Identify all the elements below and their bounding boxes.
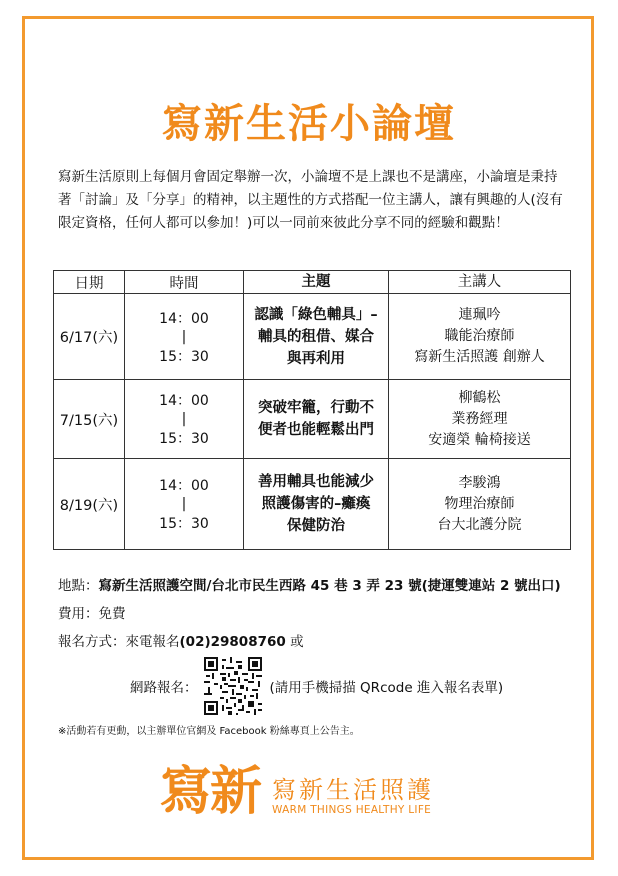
topic-line: 認識「綠色輔具」–: [254, 306, 378, 323]
row-date: 6/17(六): [54, 294, 125, 380]
location-line: [58, 574, 561, 594]
page-title: 寫新生活小論壇: [162, 101, 456, 147]
row-speaker: [389, 380, 571, 459]
row-date: 7/15(六): [54, 380, 125, 459]
signup-phone[interactable]: (02)29808760: [179, 634, 286, 650]
time-separator: |: [181, 411, 187, 427]
table-row: [54, 380, 571, 459]
fee-value: 免費: [98, 606, 126, 622]
time-start: 14：00: [159, 478, 209, 494]
topic-line: 輔具的租借、媒合: [258, 328, 374, 345]
header-date: 日期: [54, 271, 125, 294]
topic-line: 便者也能輕鬆出門: [258, 422, 374, 438]
schedule-table: [53, 270, 571, 550]
qr-code-icon[interactable]: [204, 657, 262, 715]
time-separator: |: [181, 328, 187, 345]
table-header-row: [54, 271, 571, 294]
row-topic: [244, 380, 389, 459]
row-speaker: [389, 459, 571, 550]
topic-line: 照護傷害的–癱瘓: [261, 496, 371, 512]
logo-mark: 寫新: [160, 762, 261, 822]
location-label: 地點：: [58, 578, 99, 594]
header-time: 時間: [125, 271, 244, 294]
change-notice: ※活動若有更動，以主辦單位官網及 Facebook 粉絲專頁上公告主。: [58, 726, 360, 737]
fee-label: 費用：: [58, 606, 99, 622]
online-hint: (請用手機掃描 QRcode 進入報名表單): [269, 680, 504, 696]
row-time: [125, 294, 244, 380]
topic-line: 保健防治: [287, 518, 345, 534]
intro-paragraph: 寫新生活原則上每個月會固定舉辦一次，小論壇不是上課也不是講座，小論壇是秉持著「討論」及「分享」的精神，以主題性的方式搭配一位主講人，讓有興趣的人(沒有限定資格，任何人都可以參加！)可以一同前來彼此分享不同的經驗和觀點！: [58, 169, 563, 231]
table-row: [54, 459, 571, 550]
row-time: [125, 459, 244, 550]
speaker-name: 柳鶴松: [458, 389, 501, 406]
speaker-org: 安適榮 輪椅接送: [428, 431, 531, 448]
time-start: 14：00: [159, 393, 209, 409]
row-date: 8/19(六): [54, 459, 125, 550]
location-value: 寫新生活照護空間/台北市民生西路 45 巷 3 弄 23 號(捷運雙連站 2 號出口): [98, 578, 561, 594]
logo-english-name: WARM THINGS HEALTHY LIFE: [272, 804, 432, 816]
fee-line: [58, 602, 126, 622]
speaker-title: 業務經理: [451, 410, 508, 427]
online-signup-row: [130, 656, 503, 716]
topic-line: 與再利用: [287, 350, 345, 367]
speaker-name: 連珮吟: [458, 307, 501, 323]
logo-chinese-name: 寫新生活照護: [272, 776, 435, 804]
time-end: 15：30: [159, 516, 209, 532]
time-end: 15：30: [159, 348, 209, 365]
speaker-org: 台大北護分院: [437, 516, 522, 533]
topic-line: 突破牢籠，行動不: [258, 400, 374, 416]
row-topic: [244, 459, 389, 550]
row-speaker: [389, 294, 571, 380]
brand-logo: [160, 762, 434, 822]
online-label: 網路報名：: [130, 680, 198, 696]
time-separator: |: [181, 496, 187, 512]
signup-line: [58, 630, 304, 650]
header-topic: 主題: [244, 271, 389, 294]
speaker-title: 職能治療師: [444, 328, 515, 344]
speaker-name: 李駿鴻: [458, 474, 501, 491]
signup-or: 或: [285, 634, 304, 650]
speaker-org: 寫新生活照護 創辦人: [414, 349, 545, 365]
row-topic: [244, 294, 389, 380]
table-row: [54, 294, 571, 380]
time-start: 14：00: [159, 310, 209, 327]
topic-line: 善用輔具也能減少: [258, 474, 374, 490]
time-end: 15：30: [159, 431, 209, 447]
header-speaker: 主講人: [389, 271, 571, 294]
row-time: [125, 380, 244, 459]
signup-label: 報名方式：來電報名: [58, 634, 180, 650]
speaker-title: 物理治療師: [444, 495, 515, 512]
